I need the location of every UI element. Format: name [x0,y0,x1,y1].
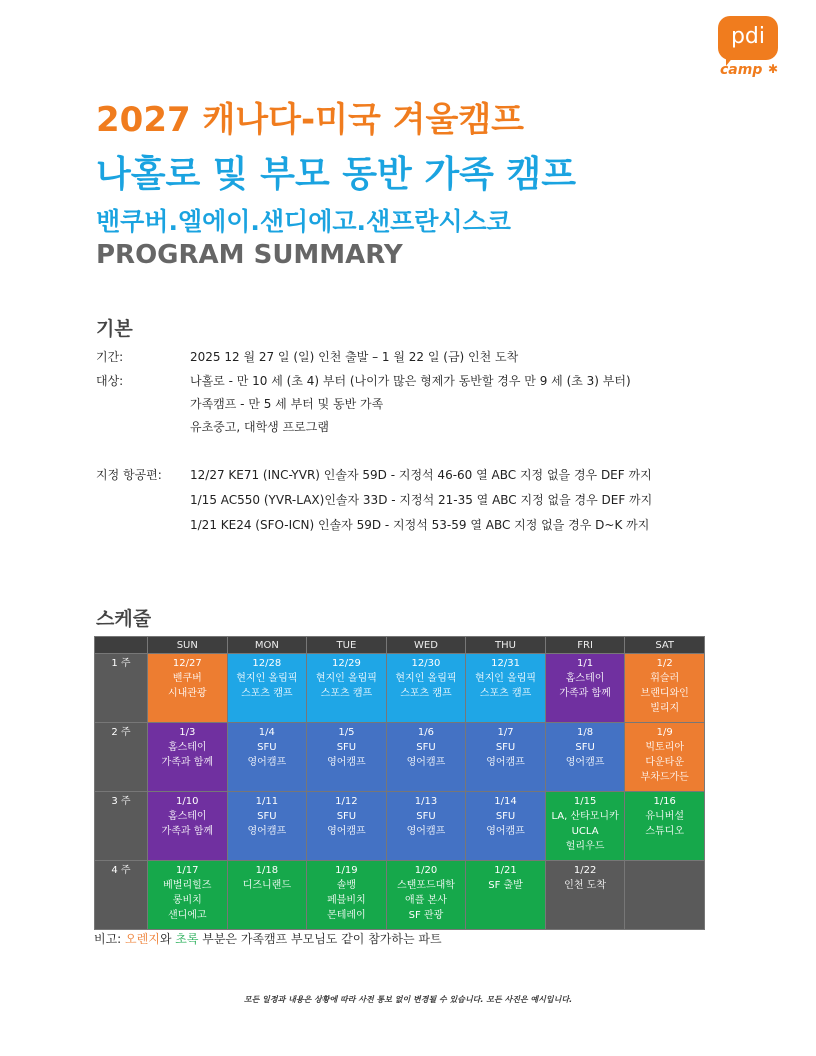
target-line: 유초중고, 대학생 프로그램 [190,420,329,434]
week-label: 4 주 [95,861,148,930]
schedule-day-cell [227,723,307,792]
target-line: 나홀로 - 만 10 세 (초 4) 부터 (나이가 많은 형제가 동반할 경우 만 9 세 (초 3) 부터) [190,374,631,388]
cell-activity: SFU [495,742,516,753]
schedule-day-cell [545,654,625,723]
cell-date: 1/18 [255,865,279,876]
schedule-day-cell [466,861,546,930]
note-prefix: 비고: [94,932,126,946]
schedule-day-cell [148,723,228,792]
cell-activity: 영어캠프 [406,826,446,837]
cell-activity: 시내관광 [167,688,207,699]
note-green: 초록 [175,932,199,946]
cell-activity: UCLA [571,826,599,837]
cell-activity: 페블비치 [327,895,366,906]
cell-activity: 현지인 올림픽 [474,673,537,684]
cell-activity: 영어캠프 [486,826,525,837]
cell-date: 1/9 [656,727,673,738]
cell-activity: 인천 도착 [564,880,606,891]
week-label: 1 주 [95,654,148,723]
cell-date: 12/31 [491,658,520,669]
week-label: 3 주 [95,792,148,861]
cell-activity: SFU [416,811,436,822]
cell-date: 1/3 [179,727,196,738]
cell-activity: 빌리지 [650,703,680,714]
flight-line: 12/27 KE71 (INC-YVR) 인솔자 59D - 지정석 46-60 열 ABC 지정 없을 경우 DEF 까지 [190,468,652,482]
day-header: THU [466,637,546,654]
cell-activity: SFU [575,742,595,753]
cell-activity: SFU [495,811,516,822]
schedule-day-cell [227,792,307,861]
cell-activity: 영어캠프 [565,757,605,768]
cell-activity: 스탠포드대학 [396,880,455,891]
flight-line: 1/15 AC550 (YVR-LAX)인솔자 33D - 지정석 21-35 열 ABC 지정 없을 경우 DEF 까지 [190,493,653,507]
day-header: TUE [307,637,387,654]
cell-activity: 홈스테이 [565,673,605,684]
schedule-table [94,636,705,930]
maple-leaf-icon: ✱ [768,62,779,76]
cell-date: 1/8 [577,727,594,738]
cell-date: 1/14 [494,796,517,807]
period-label: 기간: [96,350,124,364]
section-heading-basic: 기본 [96,318,133,340]
cell-activity: 스포츠 캠프 [241,688,293,699]
schedule-day-cell [466,792,546,861]
schedule-day-cell [307,861,387,930]
schedule-day-cell [625,654,705,723]
note-orange: 오렌지 [125,932,160,946]
cell-activity: 현지인 올림픽 [236,673,298,684]
day-header: MON [227,637,307,654]
cell-date: 1/19 [335,865,358,876]
cell-activity: SF 관광 [408,910,444,921]
title-program-summary: PROGRAM SUMMARY [96,240,403,270]
cell-date: 1/7 [497,727,514,738]
cell-date: 1/1 [577,658,594,669]
cell-date: 1/16 [653,796,676,807]
day-header: SUN [148,637,228,654]
cell-activity: 스포츠 캠프 [320,688,373,699]
cell-activity: 휘슬러 [650,673,680,684]
cell-activity: 홈스테이 [167,811,207,822]
cell-activity: SFU [416,742,436,753]
cell-activity: SFU [257,742,277,753]
schedule-day-cell [545,723,625,792]
schedule-day-cell [386,654,466,723]
cell-activity: 빅토리아 [645,742,684,753]
note-mid: 와 [159,932,176,946]
cell-activity: 영어캠프 [406,757,446,768]
logo-text: pdi [718,16,778,60]
note-suffix: 부분은 가족캠프 부모님도 같이 참가하는 파트 [198,932,442,946]
flight-line: 1/21 KE24 (SFO-ICN) 인솔자 59D - 지정석 53-59 열 ABC 지정 없을 경우 D~K 까지 [190,518,650,532]
cell-date: 12/30 [411,658,441,669]
title-cities: 밴쿠버.엘에이.샌디에고.샌프란시스코 [96,207,511,236]
schedule-day-cell [466,723,546,792]
week-label: 2 주 [95,723,148,792]
schedule-day-cell [466,654,546,723]
cell-activity: 샌디에고 [167,910,207,921]
schedule-week-row [95,792,705,861]
cell-activity: 밴쿠버 [172,673,202,684]
schedule-day-cell [227,861,307,930]
cell-activity: 영어캠프 [486,757,525,768]
target-label: 대상: [96,374,124,388]
schedule-day-cell [307,723,387,792]
cell-date: 1/6 [417,727,435,738]
cell-activity: 스포츠 캠프 [479,688,532,699]
title-main: 2027 캐나다-미국 겨울캠프 [96,100,525,140]
cell-activity: 홈스테이 [167,742,207,753]
schedule-day-cell [307,654,387,723]
cell-activity: 영어캠프 [327,757,366,768]
cell-activity: 다운타운 [645,757,684,768]
cell-date: 1/11 [255,796,279,807]
schedule-day-cell [148,792,228,861]
cell-date: 1/21 [494,865,517,876]
cell-activity: 브랜디와인 [640,688,689,699]
day-header: WED [386,637,466,654]
cell-date: 1/15 [573,796,597,807]
cell-activity: 가족과 함께 [161,826,214,837]
day-header: SAT [625,637,705,654]
period-value: 2025 12 월 27 일 (일) 인천 출발 – 1 월 22 일 (금) 인천 도착 [190,350,519,364]
cell-activity: 솔뱅 [336,880,357,891]
cell-activity: 영어캠프 [327,826,366,837]
schedule-day-cell [386,723,466,792]
schedule-day-cell [386,861,466,930]
cell-activity: SFU [336,742,357,753]
cell-date: 1/2 [656,658,673,669]
schedule-header-row [95,637,705,654]
cell-date: 1/17 [176,865,199,876]
schedule-day-cell [227,654,307,723]
day-header: FRI [545,637,625,654]
cell-activity: 디즈니랜드 [242,880,291,891]
target-line: 가족캠프 - 만 5 세 부터 및 동반 가족 [190,397,384,411]
logo-subtext: camp [720,62,763,78]
schedule-day-cell [625,792,705,861]
title-sub: 나홀로 및 부모 동반 가족 캠프 [96,154,576,195]
cell-activity: 스포츠 캠프 [400,688,452,699]
cell-date: 1/20 [414,865,438,876]
cell-activity: 부차드가든 [640,772,689,783]
cell-activity: 현지인 올림픽 [395,673,457,684]
cell-activity: 애플 본사 [405,895,447,906]
cell-activity: LA, 산타모니카 [551,811,619,822]
schedule-day-cell [625,723,705,792]
schedule-day-cell [545,861,625,930]
cell-activity: SFU [336,811,357,822]
cell-activity: SF 출발 [488,880,523,891]
cell-activity: 롱비치 [172,895,202,906]
cell-activity: 헐리우드 [565,841,605,852]
schedule-week-row [95,723,705,792]
pdi-camp-logo [716,12,782,76]
cell-activity: 유니버설 [645,811,684,822]
cell-activity: SFU [257,811,277,822]
cell-date: 12/29 [331,658,361,669]
footer-disclaimer: 모든 일정과 내용은 상황에 따라 사전 통보 없이 변경될 수 있습니다. 모든 사진은 예시입니다. [243,995,573,1004]
cell-activity: 현지인 올림픽 [315,673,377,684]
cell-date: 1/13 [414,796,438,807]
cell-date: 1/22 [573,865,597,876]
section-heading-schedule: 스케줄 [96,608,152,630]
schedule-day-cell [625,861,705,930]
schedule-day-cell [307,792,387,861]
cell-activity: 몬테레이 [327,910,366,921]
cell-activity: 영어캠프 [247,757,287,768]
schedule-day-cell [545,792,625,861]
cell-activity: 스튜디오 [645,826,684,837]
cell-date: 1/5 [338,727,355,738]
schedule-week-row [95,654,705,723]
cell-date: 1/4 [258,727,275,738]
cell-activity: 영어캠프 [247,826,287,837]
cell-date: 1/10 [176,796,199,807]
schedule-day-cell [148,654,228,723]
cell-activity: 베벌리힐즈 [163,880,212,891]
schedule-day-cell [148,861,228,930]
cell-date: 12/28 [252,658,282,669]
cell-date: 12/27 [172,658,202,669]
cell-activity: 가족과 함께 [161,757,214,768]
schedule-corner-cell [95,637,148,654]
cell-activity: 가족과 함께 [559,688,611,699]
schedule-week-row [95,861,705,930]
schedule-note [94,930,442,947]
cell-date: 1/12 [335,796,358,807]
flight-label: 지정 항공편: [96,468,162,482]
schedule-day-cell [386,792,466,861]
